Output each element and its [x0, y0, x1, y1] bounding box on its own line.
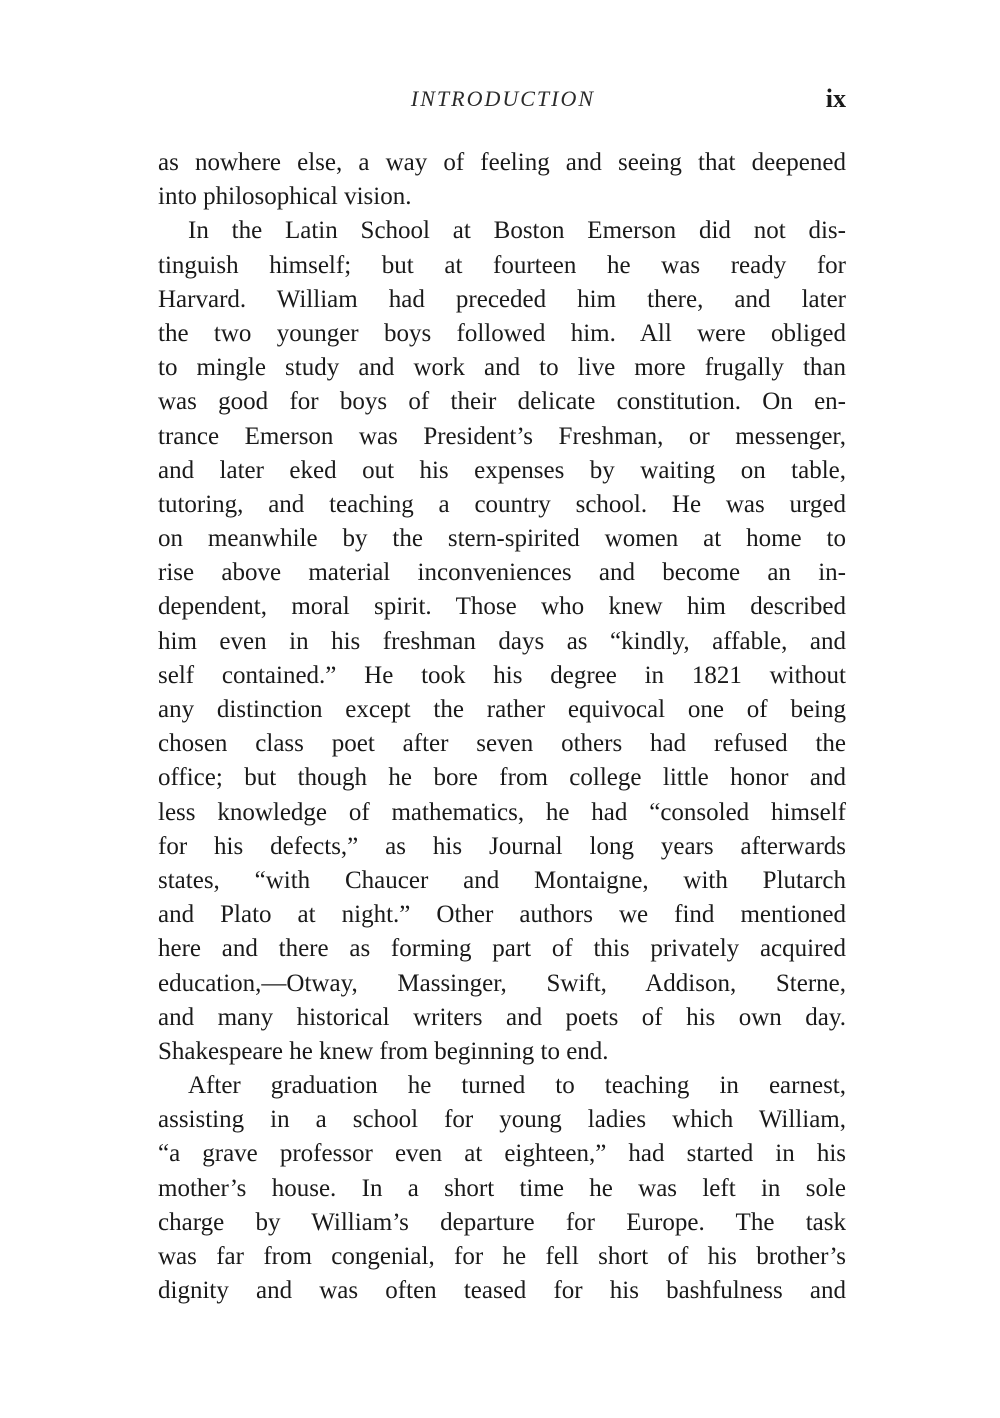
- text-line: Harvard. William had preceded him there, and later: [158, 285, 846, 313]
- text-line: chosen class poet after seven others had refused the: [158, 730, 846, 758]
- text-line: Shakespeare he knew from beginning to end.: [158, 1037, 609, 1065]
- text-line: states, “with Chaucer and Montaigne, with Plutarch: [158, 866, 846, 894]
- text-line: was far from congenial, for he fell short of his brother’s: [158, 1243, 846, 1270]
- text-line: tinguish himself; but at fourteen he was ready for: [158, 251, 846, 279]
- text-line: and Plato at night.” Other authors we find mentioned: [158, 901, 846, 929]
- text-line: dignity and was often teased for his bashfulness and: [158, 1277, 846, 1305]
- text-line: dependent, moral spirit. Those who knew him described: [158, 593, 846, 621]
- text-line: After graduation he turned to teaching in earnest,: [188, 1072, 846, 1100]
- text-line: office; but though he bore from college little honor and: [158, 764, 846, 792]
- text-line: here and there as forming part of this privately acquired: [158, 935, 846, 963]
- text-line: education,—Otway, Massinger, Swift, Addison, Sterne,: [158, 969, 846, 997]
- text-line: mother’s house. In a short time he was left in sole: [158, 1174, 846, 1202]
- text-line: into philosophical vision.: [158, 183, 412, 211]
- text-line: him even in his freshman days as “kindly, affable, and: [158, 627, 846, 655]
- text-line: less knowledge of mathematics, he had “consoled himself: [158, 798, 846, 826]
- text-line: on meanwhile by the stern-spirited women at home to: [158, 525, 846, 553]
- text-line: self contained.” He took his degree in 1821 without: [158, 661, 846, 689]
- text-line: any distinction except the rather equivocal one of being: [158, 696, 846, 723]
- text-line: trance Emerson was President’s Freshman, or messenger,: [158, 422, 846, 450]
- body-text: [158, 146, 846, 1308]
- text-line: tutoring, and teaching a country school. He was urged: [158, 490, 846, 518]
- running-head: [160, 86, 846, 120]
- text-line: “a grave professor even at eighteen,” had started in his: [158, 1140, 846, 1168]
- text-line: the two younger boys followed him. All were obliged: [158, 319, 846, 347]
- text-line: and later eked out his expenses by waiting on table,: [158, 456, 846, 484]
- page-number: ix: [825, 84, 846, 113]
- text-line: was good for boys of their delicate constitution. On en-: [158, 388, 846, 416]
- text-line: In the Latin School at Boston Emerson did not dis-: [188, 217, 846, 245]
- running-title: INTRODUCTION: [410, 86, 596, 111]
- text-line: rise above material inconveniences and become an in-: [158, 559, 846, 587]
- text-line: and many historical writers and poets of his own day.: [158, 1003, 846, 1031]
- text-line: charge by William’s departure for Europe. The task: [158, 1208, 846, 1236]
- text-line: assisting in a school for young ladies which William,: [158, 1106, 846, 1134]
- text-line: for his defects,” as his Journal long years afterwards: [158, 832, 846, 860]
- text-line: to mingle study and work and to live more frugally than: [158, 354, 846, 382]
- text-line: as nowhere else, a way of feeling and seeing that deepened: [158, 149, 846, 176]
